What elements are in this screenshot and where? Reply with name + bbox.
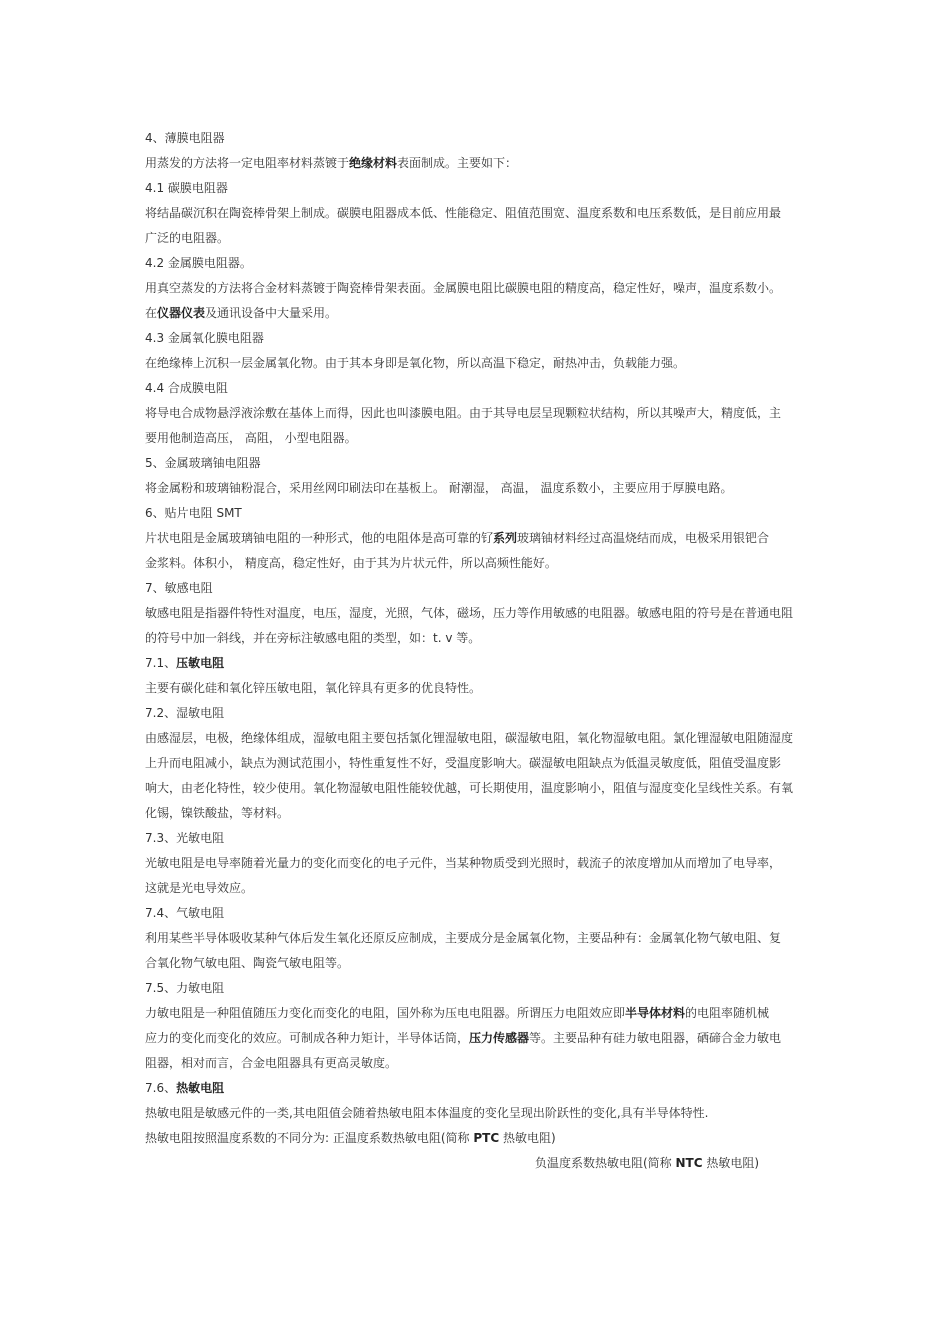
section-4-2-body-line: 在仪器仪表及通讯设备中大量采用。 — [145, 306, 338, 320]
section-4-1-body-line: 将结晶碳沉积在陶瓷棒骨架上制成。碳膜电阻器成本低、性能稳定、阻值范围宽、温度系数和电压系数低，是目前应用最 — [145, 206, 782, 220]
section-7-6-body-line: 负温度系数热敏电阻(简称 NTC 热敏电阻) — [535, 1156, 760, 1170]
section-7-2-body-line: 由感湿层，电极，绝缘体组成，湿敏电阻主要包括氯化锂湿敏电阻，碳湿敏电阻，氧化物湿敏电阻。氯化锂湿敏电阻随湿度 — [145, 731, 794, 745]
section-7-2-body-line: 上升而电阻减小，缺点为测试范围小，特性重复性不好，受温度影响大。碳湿敏电阻缺点为低温灵敏度低，阻值受温度影 — [145, 756, 782, 770]
section-4-2-title: 4.2 金属膜电阻器。 — [145, 256, 252, 270]
section-5-body: 将金属粉和玻璃铀粉混合，采用丝网印刷法印在基板上。 耐潮湿， 高温， 温度系数小，主要应用于厚膜电路。 — [145, 481, 733, 495]
section-4-4-body-line: 将导电合成物悬浮液涂敷在基体上而得，因此也叫漆膜电阻。由于其导电层呈现颗粒状结构，所以其噪声大，精度低，主 — [145, 406, 782, 420]
section-4-4-title: 4.4 合成膜电阻 — [145, 381, 228, 395]
bold-term: 压力传感器 — [469, 1031, 530, 1045]
section-7-6-body-line: 热敏电阻按照温度系数的不同分为: 正温度系数热敏电阻(简称 PTC 热敏电阻) — [145, 1131, 556, 1145]
section-7-title: 7、敏感电阻 — [145, 581, 213, 595]
section-7-5-body-line: 阻器，相对而言，合金电阻器具有更高灵敏度。 — [145, 1056, 398, 1070]
document-body — [145, 126, 811, 1176]
bold-term: 热敏电阻 — [176, 1081, 225, 1095]
section-4-title: 4、薄膜电阻器 — [145, 131, 225, 145]
section-4-body: 用蒸发的方法将一定电阻率材料蒸镀于绝缘材料表面制成。主要如下： — [145, 156, 518, 170]
section-4-1-body-line: 广泛的电阻器。 — [145, 231, 230, 245]
section-7-6-body-line: 热敏电阻是敏感元件的一类,其电阻值会随着热敏电阻本体温度的变化呈现出阶跃性的变化,具有半导体特性. — [145, 1106, 709, 1120]
section-4-3-title: 4.3 金属氧化膜电阻器 — [145, 331, 264, 345]
section-7-3-body-line: 光敏电阻是电导率随着光量力的变化而变化的电子元件，当某种物质受到光照时，载流子的浓度增加从而增加了电导率， — [145, 856, 782, 870]
section-7-2-body-line: 化锡，镍铁酸盐，等材料。 — [145, 806, 290, 820]
section-6-title: 6、贴片电阻 SMT — [145, 506, 242, 520]
section-7-body-line: 敏感电阻是指器件特性对温度，电压，湿度，光照，气体，磁场，压力等作用敏感的电阻器。敏感电阻的符号是在普通电阻 — [145, 606, 794, 620]
bold-term: 半导体材料 — [625, 1006, 686, 1020]
bold-term: PTC — [473, 1131, 500, 1145]
section-7-4-body-line: 利用某些半导体吸收某种气体后发生氧化还原反应制成，主要成分是金属氧化物，主要品种有：金属氧化物气敏电阻、复 — [145, 931, 782, 945]
section-4-3-body: 在绝缘棒上沉积一层金属氧化物。由于其本身即是氧化物，所以高温下稳定，耐热冲击，负载能力强。 — [145, 356, 686, 370]
section-4-1-title: 4.1 碳膜电阻器 — [145, 181, 228, 195]
bold-term: 绝缘材料 — [349, 156, 398, 170]
section-7-6-title: 7.6、热敏电阻 — [145, 1081, 225, 1095]
section-7-1-body: 主要有碳化硅和氧化锌压敏电阻，氧化锌具有更多的优良特性。 — [145, 681, 482, 695]
section-7-5-body-line: 力敏电阻是一种阻值随压力变化而变化的电阻，国外称为压电电阻器。所谓压力电阻效应即半导体材料的电阻率随机械 — [145, 1006, 770, 1020]
section-6-body-line: 片状电阻是金属玻璃铀电阻的一种形式，他的电阻体是高可靠的钌系列玻璃铀材料经过高温烧结而成，电极采用银钯合 — [145, 531, 770, 545]
section-7-5-title: 7.5、力敏电阻 — [145, 981, 225, 995]
section-7-4-body-line: 合氧化物气敏电阻、陶瓷气敏电阻等。 — [145, 956, 350, 970]
section-7-2-body-line: 响大，由老化特性，较少使用。氧化物湿敏电阻性能较优越，可长期使用，温度影响小，阻值与湿度变化呈线性关系。有氧 — [145, 781, 794, 795]
section-7-5-body-line: 应力的变化而变化的效应。可制成各种力矩计，半导体话筒，压力传感器等。主要品种有硅力敏电阻器，硒碲合金力敏电 — [145, 1031, 782, 1045]
section-7-2-title: 7.2、湿敏电阻 — [145, 706, 225, 720]
section-7-4-title: 7.4、气敏电阻 — [145, 906, 225, 920]
bold-term: NTC — [675, 1156, 703, 1170]
section-4-2-body-line: 用真空蒸发的方法将合金材料蒸镀于陶瓷棒骨架表面。金属膜电阻比碳膜电阻的精度高，稳定性好，噪声，温度系数小。 — [145, 281, 782, 295]
section-5-title: 5、金属玻璃铀电阻器 — [145, 456, 261, 470]
bold-term: 压敏电阻 — [176, 656, 225, 670]
section-7-3-title: 7.3、光敏电阻 — [145, 831, 225, 845]
section-4-4-body-line: 要用他制造高压， 高阻， 小型电阻器。 — [145, 431, 357, 445]
section-7-body-line: 的符号中加一斜线，并在旁标注敏感电阻的类型，如：t. v 等。 — [145, 631, 481, 645]
section-7-1-title: 7.1、压敏电阻 — [145, 656, 225, 670]
bold-term: 系列 — [493, 531, 518, 545]
bold-term: 仪器仪表 — [157, 306, 206, 320]
section-7-3-body-line: 这就是光电导效应。 — [145, 881, 254, 895]
section-6-body-line: 金浆料。体积小， 精度高，稳定性好，由于其为片状元件，所以高频性能好。 — [145, 556, 557, 570]
